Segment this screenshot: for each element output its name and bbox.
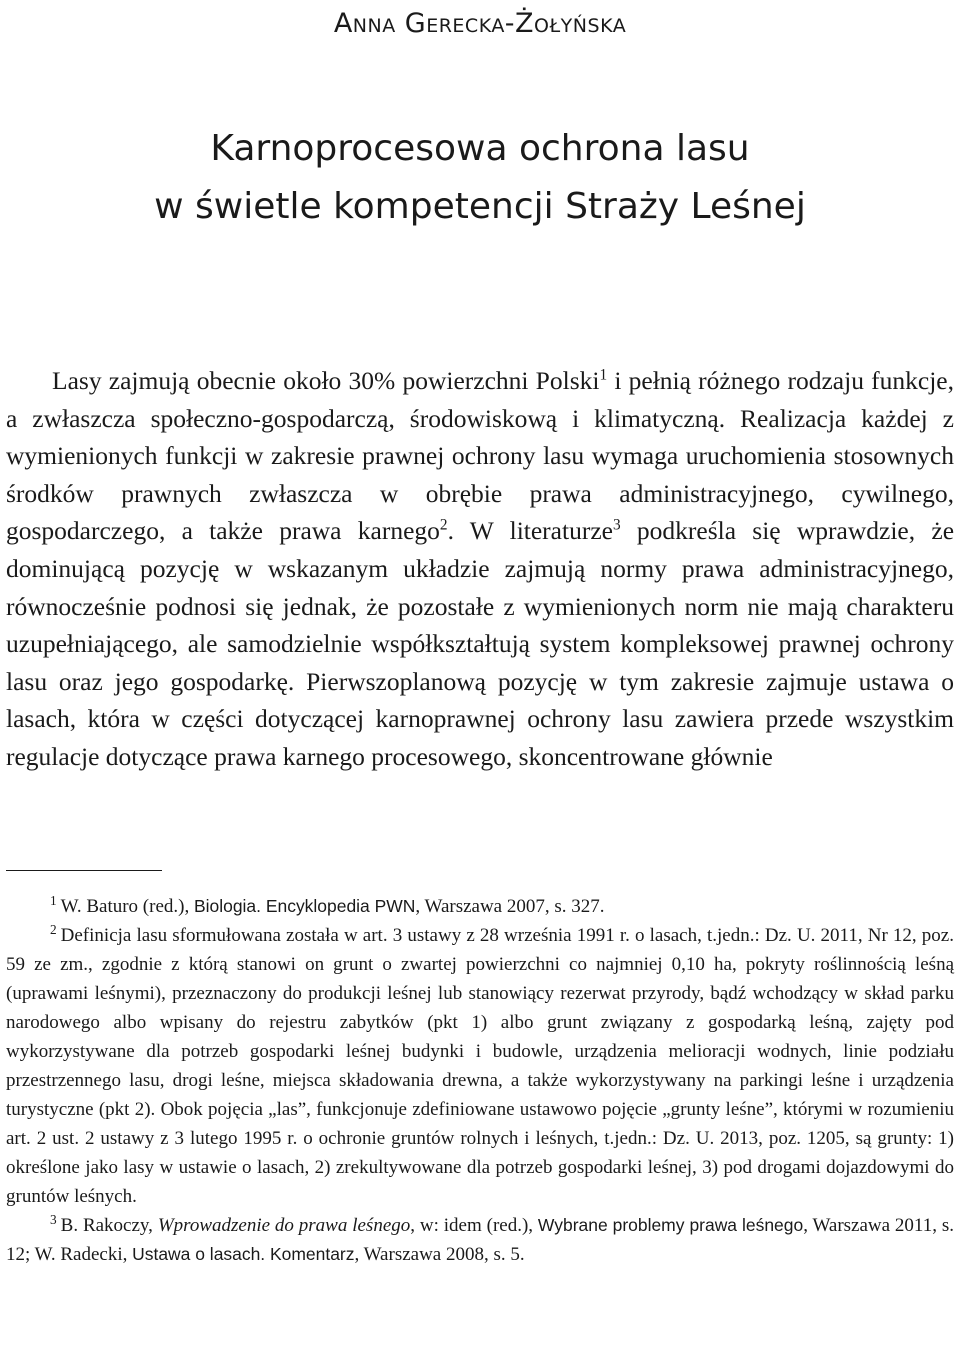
footnote-2-number: 2 (50, 921, 57, 937)
footnote-2 (6, 921, 954, 1211)
footnote-3-text-g: , Warszawa 2008, s. 5. (354, 1244, 525, 1265)
body-text-part-1: Lasy zajmują obecnie około 30% powierzchni Polski (52, 366, 600, 395)
footnote-3-text-d: Wybrane problemy prawa leśnego (537, 1215, 804, 1235)
footnote-2-text: Definicja lasu sformułowana została w art. 3 ustawy z 28 września 1991 r. o lasach, t.jedn.: Dz. U. 2011, Nr 12, poz. 59 ze zm., zgodnie z którą stanowi on grunt o zwartej powierzchni co najmniej 0,10 ha, pokryty roślinnością leśną (uprawami leśnymi), przeznaczony do produkcji leśnej lub stanowiący rezerwat przyrody, bądź wchodzący w skład parku narodowego albo wpisany do rejestru zabytków (pkt 1) albo grunt związany z gospodarką leśną, zajęty pod wykorzystywane dla potrzeb gospodarki leśnej budynki i budowle, urządzenia melioracji wodnych, linie podziału przestrzennego lasu, drogi leśne, miejsca składowania drewna, a także wykorzystywany na parkingi leśne i urządzenia turystyczne (pkt 2). Obok pojęcia „las”, funkcjonuje zdefiniowane ustawowo pojęcie „grunty leśne”, którymi w rozumieniu art. 2 ust. 2 ustawy z 3 lutego 1995 r. o ochronie gruntów rolnych i leśnych, t.jedn.: Dz. U. 2013, poz. 1205, są grunty: 1) określone jako lasy w ustawie o lasach, 2) zrekultywowane dla potrzeb gospodarki leśnej, 3) pod drogami dojazdowymi do gruntów leśnych. (6, 925, 954, 1207)
body-text-part-4: podkreśla się wprawdzie, że dominującą pozycję w wskazanym układzie zajmują normy prawa administracyjnego, równocześnie podnosi się jednak, że pozostałe z wymienionych norm nie mają charakteru uzupełniającego, ale samodzielnie współkształtują system kompleksowej prawnej ochrony lasu oraz jego gospodarkę. Pierwszoplanową pozycję w tym zakresie zajmuje ustawa o lasach, która w części dotyczącej karnoprawnej ochrony lasu zawiera przede wszystkim regulacje dotyczące prawa karnego procesowego, skoncentrowane głównie (6, 516, 955, 771)
footnote-1-text-c: , Warszawa 2007, s. 327. (415, 896, 605, 917)
footnote-1 (6, 892, 954, 921)
footnote-1-text-b: Biologia. Encyklopedia PWN (193, 896, 416, 916)
author-name: Anna Gerecka-Żołyńska (333, 8, 627, 39)
footnote-3-text-a: B. Rakoczy, (60, 1215, 158, 1236)
footnote-1-text-a: W. Baturo (red.), (60, 896, 194, 917)
body-paragraph (6, 362, 954, 776)
footnote-ref-1: 1 (599, 366, 608, 384)
footnote-ref-2: 2 (439, 516, 448, 534)
footnote-ref-3: 3 (612, 516, 621, 534)
footnote-3-text-b: Wprowadzenie do prawa leśnego (157, 1215, 411, 1236)
title-line-2: w świetle kompetencji Straży Leśnej (154, 186, 806, 227)
footnote-3-text-e: , Warszawa 2011, s. 12; W. Radecki, (6, 1215, 954, 1265)
footnote-3-text-f: Ustawa o lasach. Komentarz (132, 1244, 355, 1264)
footnote-separator (6, 870, 162, 871)
body-text-part-3: . W literaturze (447, 516, 613, 546)
footnote-3-text-c: , w: idem (red.), (410, 1215, 538, 1236)
title-line-1: Karnoprocesowa ochrona lasu (210, 128, 750, 169)
article-title (0, 120, 960, 236)
footnote-3-number: 3 (50, 1211, 57, 1227)
footnotes (6, 892, 954, 1269)
body-text-part-2: i pełnią różnego rodzaju funkcje, a zwłaszcza społeczno-gospodarczą, środowiskową i klimatyczną. Realizacja każdej z wymienionych funkcji w zakresie prawnej ochrony lasu wymaga uruchomienia stosownych środków prawnych zwłaszcza w obrębie prawa administracyjnego, cywilnego, gospodarczego, a także prawa karnego (6, 366, 954, 546)
footnote-1-number: 1 (50, 892, 57, 908)
footnote-3 (6, 1211, 954, 1269)
